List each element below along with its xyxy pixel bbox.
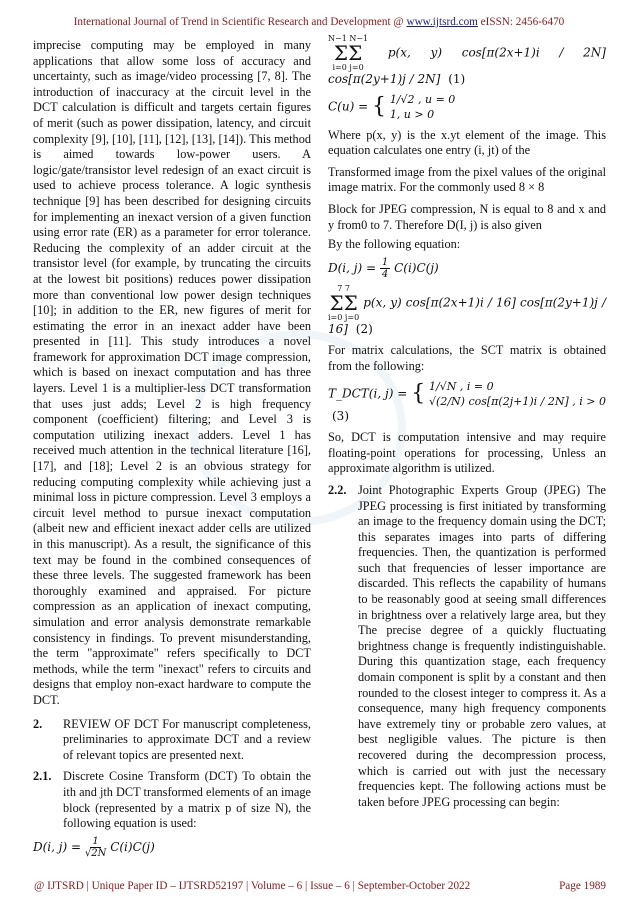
eq-fraction xyxy=(380,257,390,280)
denominator: 4 xyxy=(381,268,389,280)
paragraph: For matrix calculations, the SCT matrix is obtained from the following: xyxy=(328,343,606,373)
section-text: Joint Photographic Experts Group (JPEG) The JPEG processing is first initiated by transforming an image to the frequency domain using the DCT; this separates images into parts of differing frequencies. Then, the quantization is performed such that frequencies of lesser importance are discarded. This reflects the capability of humans to be reasonably good at seeing small differences in brightness over a relatively large area, but they The precise degree of a quickly fluctuating brightness change is frequently indistinguishable. During this quantization stage, each frequency domain component is split by a constant and then rounded to the closest integer to compress it. As a consequence, many high frequency components have extremely tiny or probable zero values, at best negligible values. The picture is then recovered during the decompression process, which is carried out with just the necessary frequencies kept. The following actions must be taken before JPEG processing can begin: xyxy=(358,482,606,809)
right-column xyxy=(328,30,606,810)
cases xyxy=(429,379,606,409)
sum-index: i=0 j=0 xyxy=(328,312,360,322)
section-2-1-heading xyxy=(33,769,311,831)
left-column xyxy=(33,38,311,863)
section-number: 2.1. xyxy=(33,769,52,784)
case-2: √(2/N) cos[π(2j+1)i / 2N] , i > 0 xyxy=(429,394,606,408)
cu-definition: C(u) = { 1/√2 , u = 0 1, u > 0 xyxy=(328,92,456,121)
eq-fraction xyxy=(85,836,106,859)
paragraph: So, DCT is computation intensive and may require floating-point operations for processing, Unless an approximate algorithm is utilized. xyxy=(328,430,606,476)
eq-lhs: C(u) = xyxy=(328,99,369,114)
footer-info: @ IJTSRD | Unique Paper ID – IJTSRD52197 | Volume – 6 | Issue – 6 | September-October 2022 xyxy=(34,880,471,892)
paragraph: By the following equation: xyxy=(328,237,461,252)
paragraph: Where p(x, y) is the x.yt element of the image. This equation calculates one entry (i, jt) of the xyxy=(328,127,606,158)
section-text: REVIEW OF DCT For manuscript completeness, preliminaries to approximate DCT and a review of relevant topics are presented next. xyxy=(63,716,311,762)
section-number: 2. xyxy=(33,716,43,731)
equation-2 xyxy=(328,284,606,338)
page-header xyxy=(0,16,638,28)
dct-equation xyxy=(33,836,311,859)
sum-index: i=0 j=0 xyxy=(332,63,364,72)
eq-body: p(x, y) cos[π(2x+1)i / 2N] cos[π(2y+1)j / 2N] xyxy=(328,45,606,86)
equation-2-prefix xyxy=(328,257,606,280)
intro-paragraph: imprecise computing may be employed in many applications that allow some loss of accuracy and uncertainty, such as image/video processing [7, 8]. The introduction of inaccuracy at the circuit level in the DCT calculation is difficult and targets certain figures of merit (such as power dissipation, latency, and circuit complexity [9], [10], [11], [12], [13], [14]). This method is aimed towards low-power users. A logic/gate/transistor level redesign of an exact circuit is used to achieve process tolerance. A logic synthesis technique [9] has been described for designing circuits for implementing an inexact version of a given function using error rate (ER) as a parameter for error tolerance. Reducing the complexity of an adder circuit at the transistor level (for example, by truncating the circuits at the lowest bit positions) reduces power dissipation more than conventional low power design techniques [10]; in addition to the ER, new figures of merit for estimating the error in an inexact adder have been presented in [11]. This study introduces a novel framework for approximation DCT image compression, which is based on inexact computation and has three layers. Level 1 is a multiplier-less DCT transformation that uses just adds; Level 2 is high frequency component (coefficient) filtering; and Level 3 is computation utilizing inexact adders. Level 1 has received much attention in the technical literature [16], [17], and [18]; Level 2 is an obvious strategy for reducing computing complexity while achieving just a minimal loss in picture compression. Level 3 employs a circuit level method to pursue inexact computation (albeit new and efficient inexact adder cells are utilized in this manuscript). As a result, the significance of this text may be found in the combined consequences of these three levels. The suggested framework has been thoroughly examined and appraised. For picture compression as an application of inexact computing, simulation and error analysis demonstrate remarkable consistency in findings. To prevent misunderstanding, the term "approximate" refers specifically to DCT methods, while the term "inexact" refers to circuits and designs that employ non-exact hardware to compute the DCT. xyxy=(33,38,311,707)
eq-number: (2) xyxy=(355,321,373,336)
section-text: Discrete Cosine Transform (DCT) To obtain the ith and jth DCT transformed elements of an image block (represented by a matrix p of size N), the following equation is used: xyxy=(63,769,311,831)
case-1: 1/√2 , u = 0 xyxy=(389,92,456,106)
equation-1 xyxy=(328,34,606,88)
double-sum: 7 7 ΣΣ i=0 j=0 xyxy=(328,283,360,322)
tdct-equation: T_DCT(i, j) = { 1/√N , i = 0 √(2/N) cos[π(2j+1)i / 2N] , i > 0 (3) xyxy=(328,379,606,423)
journal-name: International Journal of Trend in Scientific Research and Development @ xyxy=(73,16,404,28)
section-2-2-heading xyxy=(328,483,606,810)
page-number: Page 1989 xyxy=(559,880,606,892)
sum-limits: 7 7 xyxy=(337,283,350,293)
case-2: 1, u > 0 xyxy=(389,107,435,121)
eq-lhs: T_DCT(i, j) = xyxy=(328,386,408,401)
eq-body: p(x, y) cos[π(2x+1)i / 16] cos[π(2y+1)j / 16] xyxy=(328,295,606,336)
issn: eISSN: 2456-6470 xyxy=(480,16,565,28)
sum-limits: N−1 N−1 xyxy=(328,34,369,43)
cases xyxy=(390,92,456,122)
paragraph: Transformed image from the pixel values of the original image matrix. For the commonly used 8 × 8 xyxy=(328,164,606,195)
eq-lhs: D(i, j) = xyxy=(33,839,82,854)
eq-rhs: C(i)C(j) xyxy=(110,839,155,854)
paragraph: Block for JPEG compression, N is equal to 8 and x and y from0 to 7. Therefore D(I, j) is also given xyxy=(328,201,606,232)
numerator: 1 xyxy=(92,835,99,847)
case-1: 1/√N , i = 0 xyxy=(429,379,494,393)
section-2-heading xyxy=(33,717,311,764)
journal-link[interactable]: www.ijtsrd.com xyxy=(406,16,478,28)
double-sum: N−1 N−1 ΣΣ i=0 j=0 xyxy=(328,34,369,72)
numerator: 1 xyxy=(381,256,389,268)
denominator: √2N xyxy=(84,847,107,859)
eq-rhs: C(i)C(j) xyxy=(394,260,439,275)
section-number: 2.2. xyxy=(328,482,347,497)
eq-lhs: D(i, j) = xyxy=(328,260,377,275)
eq-number: (3) xyxy=(332,408,349,423)
eq-number: (1) xyxy=(448,72,466,86)
